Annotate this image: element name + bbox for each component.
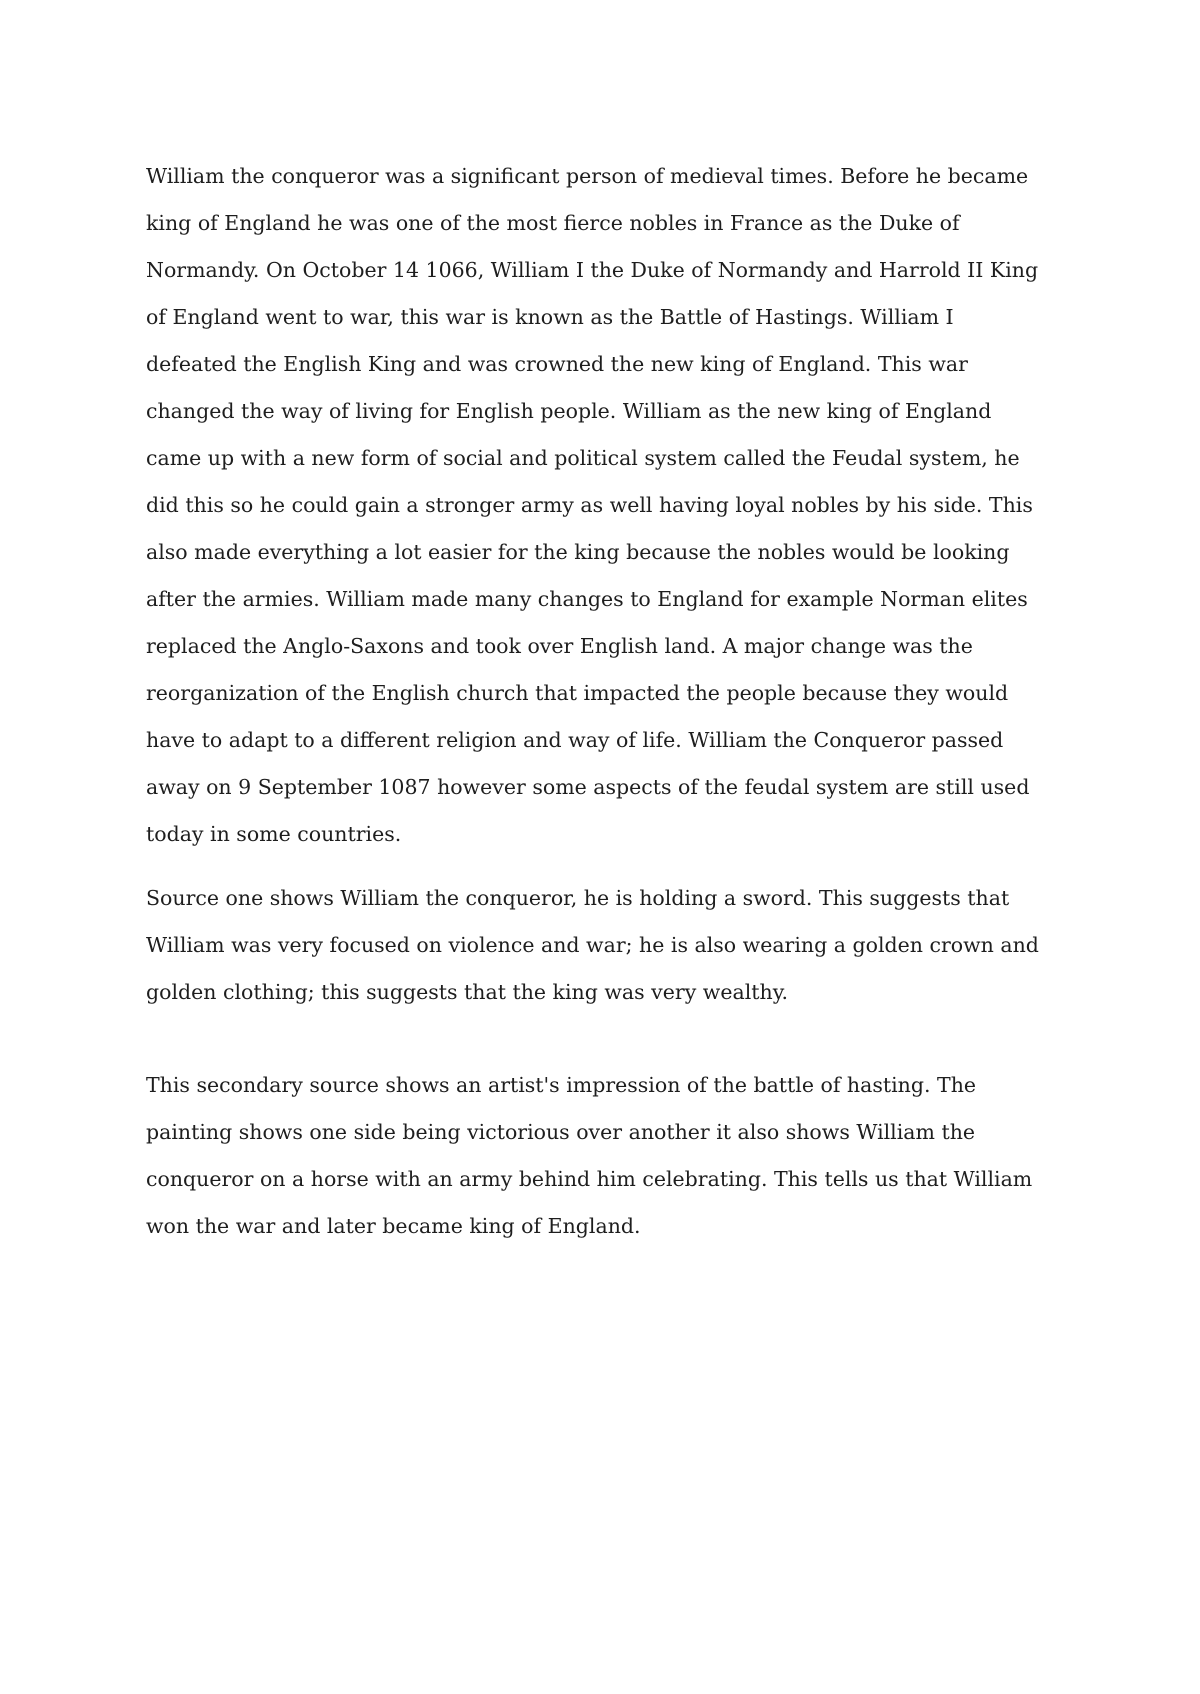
- text-line: painting shows one side being victorious over another it also shows William the: [146, 1120, 976, 1144]
- text-line: Source one shows William the conqueror, he is holding a sword. This suggests that: [146, 886, 1010, 910]
- text-line: reorganization of the English church that impacted the people because they would: [146, 681, 1009, 705]
- text-line: William the conqueror was a significant person of medieval times. Before he became: [146, 164, 1029, 188]
- text-line: Normandy. On October 14 1066, William I the Duke of Normandy and Harrold II King: [146, 258, 1039, 282]
- text-line: replaced the Anglo-Saxons and took over English land. A major change was the: [146, 634, 973, 658]
- text-line: away on 9 September 1087 however some aspects of the feudal system are still used: [146, 775, 1030, 799]
- text-line: of England went to war, this war is known as the Battle of Hastings. William I: [146, 305, 954, 329]
- text-line: did this so he could gain a stronger army as well having loyal nobles by his side. This: [146, 493, 1033, 517]
- text-line: won the war and later became king of England.: [146, 1214, 641, 1238]
- text-line: golden clothing; this suggests that the king was very wealthy.: [146, 980, 789, 1004]
- text-line: have to adapt to a different religion and way of life. William the Conqueror passed: [146, 728, 1004, 752]
- text-line: conqueror on a horse with an army behind him celebrating. This tells us that William: [146, 1167, 1033, 1191]
- text-line: changed the way of living for English people. William as the new king of England: [146, 399, 992, 423]
- text-line: today in some countries.: [146, 822, 402, 846]
- text-line: This secondary source shows an artist's impression of the battle of hasting. The: [146, 1073, 977, 1097]
- text-line: also made everything a lot easier for the king because the nobles would be looking: [146, 540, 1010, 564]
- text-line: king of England he was one of the most fierce nobles in France as the Duke of: [146, 211, 960, 235]
- text-line: after the armies. William made many changes to England for example Norman elites: [146, 587, 1028, 611]
- text-line: defeated the English King and was crowned the new king of England. This war: [146, 352, 968, 376]
- text-line: William was very focused on violence and war; he is also wearing a golden crown and: [146, 933, 1039, 957]
- text-line: came up with a new form of social and political system called the Feudal system, he: [146, 446, 1020, 470]
